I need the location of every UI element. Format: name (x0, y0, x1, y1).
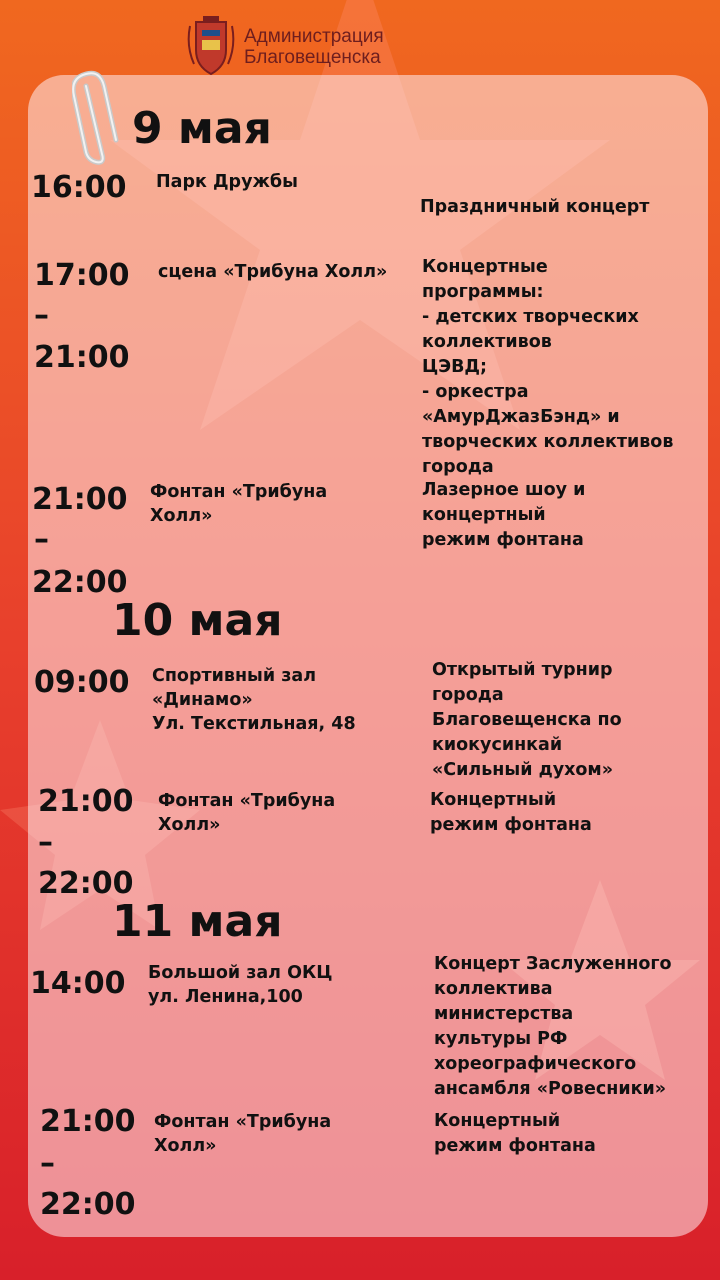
event-description: Лазерное шоу и концертный режим фонтана (422, 480, 586, 550)
organization-name (244, 26, 384, 68)
event-time-end: 22:00 (40, 1187, 136, 1222)
event-time-start: 09:00 (34, 665, 130, 700)
city-emblem-icon (186, 16, 236, 78)
event-time-start: 17:00 (34, 258, 130, 293)
organization-name-line1: Администрация (244, 26, 384, 47)
event-description: Праздничный концерт (420, 197, 650, 217)
event-time-dash: – (34, 298, 49, 333)
event-time-start: 21:00 (38, 784, 134, 819)
event-description: Концертный режим фонтана (430, 790, 592, 835)
event-time-end: 22:00 (32, 565, 128, 600)
event-place: Большой зал ОКЦ ул. Ленина,100 (148, 963, 333, 1007)
event-time-start: 16:00 (31, 170, 127, 205)
header (186, 14, 384, 80)
event-time-end: 22:00 (38, 866, 134, 901)
event-time-dash: – (38, 825, 53, 860)
event-place: Парк Дружбы (156, 172, 298, 192)
event-place: сцена «Трибуна Холл» (158, 262, 388, 282)
event-time-dash: – (40, 1146, 55, 1181)
event-place: Фонтан «Трибуна Холл» (158, 791, 336, 835)
event-description: Концерт Заслуженного коллектива министерства культуры РФ хореографического ансамбля «Ровесники» (434, 954, 672, 1099)
event-description: Открытый турнир города Благовещенска по киокусинкай «Сильный духом» (432, 660, 622, 780)
event-time-start: 14:00 (30, 966, 126, 1001)
date-heading-9-may: 9 мая (132, 103, 272, 154)
event-time-dash: – (34, 522, 49, 557)
event-description: Концертный режим фонтана (434, 1111, 596, 1156)
event-place: Фонтан «Трибуна Холл» (150, 482, 328, 526)
event-description: Концертные программы: - детских творческих коллективов ЦЭВД; - оркестра «АмурДжазБэнд» и творческих коллективов города (422, 257, 674, 477)
event-place: Спортивный зал «Динамо» Ул. Текстильная, 48 (152, 666, 356, 734)
date-heading-10-may: 10 мая (112, 595, 283, 646)
paperclip-icon (72, 66, 120, 166)
organization-name-line2: Благовещенска (244, 47, 381, 68)
event-time-start: 21:00 (40, 1104, 136, 1139)
event-place: Фонтан «Трибуна Холл» (154, 1112, 332, 1156)
event-time-start: 21:00 (32, 482, 128, 517)
event-time-end: 21:00 (34, 340, 130, 375)
date-heading-11-may: 11 мая (112, 896, 283, 947)
